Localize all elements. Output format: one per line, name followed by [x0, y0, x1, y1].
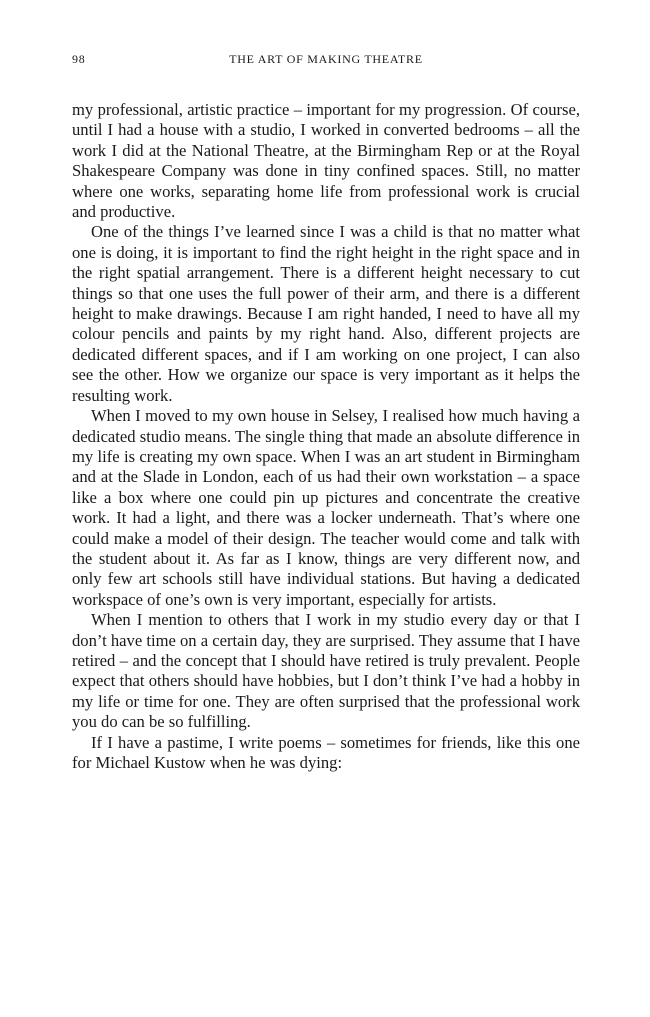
running-head	[72, 52, 580, 72]
paragraph: When I mention to others that I work in my studio every day or that I don’t have time on a certain day, they are surprised. They assume that I have retired – and the concept that I should have retired is truly prevalent. People expect that others should have hobbies, but I don’t think I’ve had a hobby in my life or time for one. They are often surprised that the professional work you do can be so fulfilling.	[72, 610, 580, 732]
paragraph: One of the things I’ve learned since I was a child is that no matter what one is doing, it is important to find the right height in the right space and in the right spatial arrangement. There is a different height necessary to cut things so that one uses the full power of their arm, and there is a different height to make drawings. Because I am right handed, I need to have all my colour pencils and paints by my right hand. Also, different projects are dedicated different spaces, and if I am working on one project, I can also see the other. How we organize our space is very important as it helps the resulting work.	[72, 222, 580, 405]
page-number: 98	[72, 52, 86, 66]
paragraph: When I moved to my own house in Selsey, I realised how much having a dedicated studio means. The single thing that made an absolute difference in my life is creating my own space. When I was an art student in Birmingham and at the Slade in London, each of us had their own workstation – a space like a box where one could pin up pictures and concentrate the creative work. It had a light, and there was a locker underneath. That’s where one could make a model of their design. The teacher would come and talk with the student about it. As far as I know, things are very different now, and only few art schools still have individual stations. But having a dedicated workspace of one’s own is very important, especially for artists.	[72, 406, 580, 609]
paragraph: If I have a pastime, I write poems – sometimes for friends, like this one for Michael Kustow when he was dying:	[72, 732, 580, 772]
running-title: THE ART OF MAKING THEATRE	[229, 52, 423, 66]
body-text	[72, 100, 580, 773]
paragraph-continued: my professional, artistic practice – important for my progression. Of course, until I had a house with a studio, I worked in converted bedrooms – all the work I did at the National Theatre, at the Birmingham Rep or at the Royal Shakespeare Company was done in tiny confined spaces. Still, no matter where one works, separating home life from professional work is crucial and productive.	[72, 100, 580, 222]
